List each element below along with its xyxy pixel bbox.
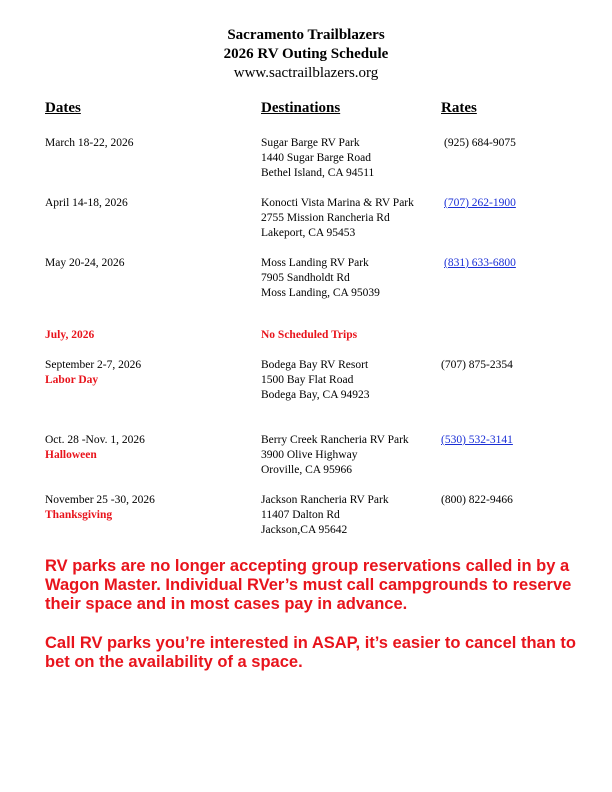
destination-street: 1500 Bay Flat Road [261,374,354,386]
trip-date-cell [45,136,255,151]
trip-date: May 20-24, 2026 [45,257,125,269]
trip-destination-cell [261,196,436,241]
dates-column-header: Dates [45,100,81,116]
destination-city: Bethel Island, CA 94511 [261,167,375,179]
destination-street: 3900 Olive Highway [261,449,358,461]
destination-name: Bodega Bay RV Resort [261,359,369,371]
trip-date-cell [45,433,255,463]
destinations-column-header: Destinations [261,100,341,116]
phone-link[interactable]: (831) 633-6800 [444,257,516,269]
trip-rate-cell [444,196,584,211]
destination-city: Jackson,CA 95642 [261,524,348,536]
trip-date-cell [45,328,255,343]
reservation-notice: RV parks are no longer accepting group reservations called in by a Wagon Master. Individual RVer’s must call campgrounds to reserve their space and in most cases pay in advance. [45,557,572,613]
destination-name: Jackson Rancheria RV Park [261,494,389,506]
no-trips-notice: No Scheduled Trips [261,329,358,341]
destination-city: Lakeport, CA 95453 [261,227,356,239]
holiday-label: Halloween [45,449,97,461]
trip-date: September 2-7, 2026 [45,359,142,371]
phone-link[interactable]: (707) 262-1900 [444,197,516,209]
destination-street: 11407 Dalton Rd [261,509,340,521]
destination-name: Berry Creek Rancheria RV Park [261,434,409,446]
holiday-label: Thanksgiving [45,509,113,521]
phone-link[interactable]: (530) 532-3141 [441,434,513,446]
destination-name: Sugar Barge RV Park [261,137,360,149]
trip-rate-cell [444,136,584,151]
trip-rate-cell [441,493,581,508]
trip-destination-cell [261,493,436,538]
schedule-title: 2026 RV Outing Schedule [223,46,389,62]
holiday-label: Labor Day [45,374,99,386]
destination-street: 7905 Sandholdt Rd [261,272,350,284]
trip-destination-cell [261,433,436,478]
trip-date-cell [45,358,255,388]
trip-rate-cell [441,433,581,448]
trip-date: April 14-18, 2026 [45,197,128,209]
destination-city: Moss Landing, CA 95039 [261,287,380,299]
destination-city: Bodega Bay, CA 94923 [261,389,370,401]
trip-destination-cell [261,256,436,301]
trip-date: March 18-22, 2026 [45,137,134,149]
trip-rate-cell [444,256,584,271]
trip-rate-cell [441,358,581,373]
destination-name: Konocti Vista Marina & RV Park [261,197,414,209]
booking-advice-notice: Call RV parks you’re interested in ASAP, it’s easier to cancel than to bet on the availability of a space. [45,634,576,671]
trip-date-cell [45,493,255,523]
destination-street: 2755 Mission Rancheria Rd [261,212,390,224]
trip-destination-cell [261,328,436,343]
phone-number: (707) 875-2354 [441,359,513,371]
trip-date: July, 2026 [45,329,95,341]
phone-number: (925) 684-9075 [444,137,516,149]
trip-date: Oct. 28 -Nov. 1, 2026 [45,434,145,446]
destination-city: Oroville, CA 95966 [261,464,353,476]
rates-column-header: Rates [441,100,477,116]
website-text: www.sactrailblazers.org [233,65,379,81]
organization-name: Sacramento Trailblazers [227,27,385,43]
destination-street: 1440 Sugar Barge Road [261,152,371,164]
destination-name: Moss Landing RV Park [261,257,369,269]
trip-destination-cell [261,136,436,181]
trip-destination-cell [261,358,436,403]
trip-date-cell [45,256,255,271]
phone-number: (800) 822-9466 [441,494,513,506]
trip-date-cell [45,196,255,211]
trip-date: November 25 -30, 2026 [45,494,155,506]
